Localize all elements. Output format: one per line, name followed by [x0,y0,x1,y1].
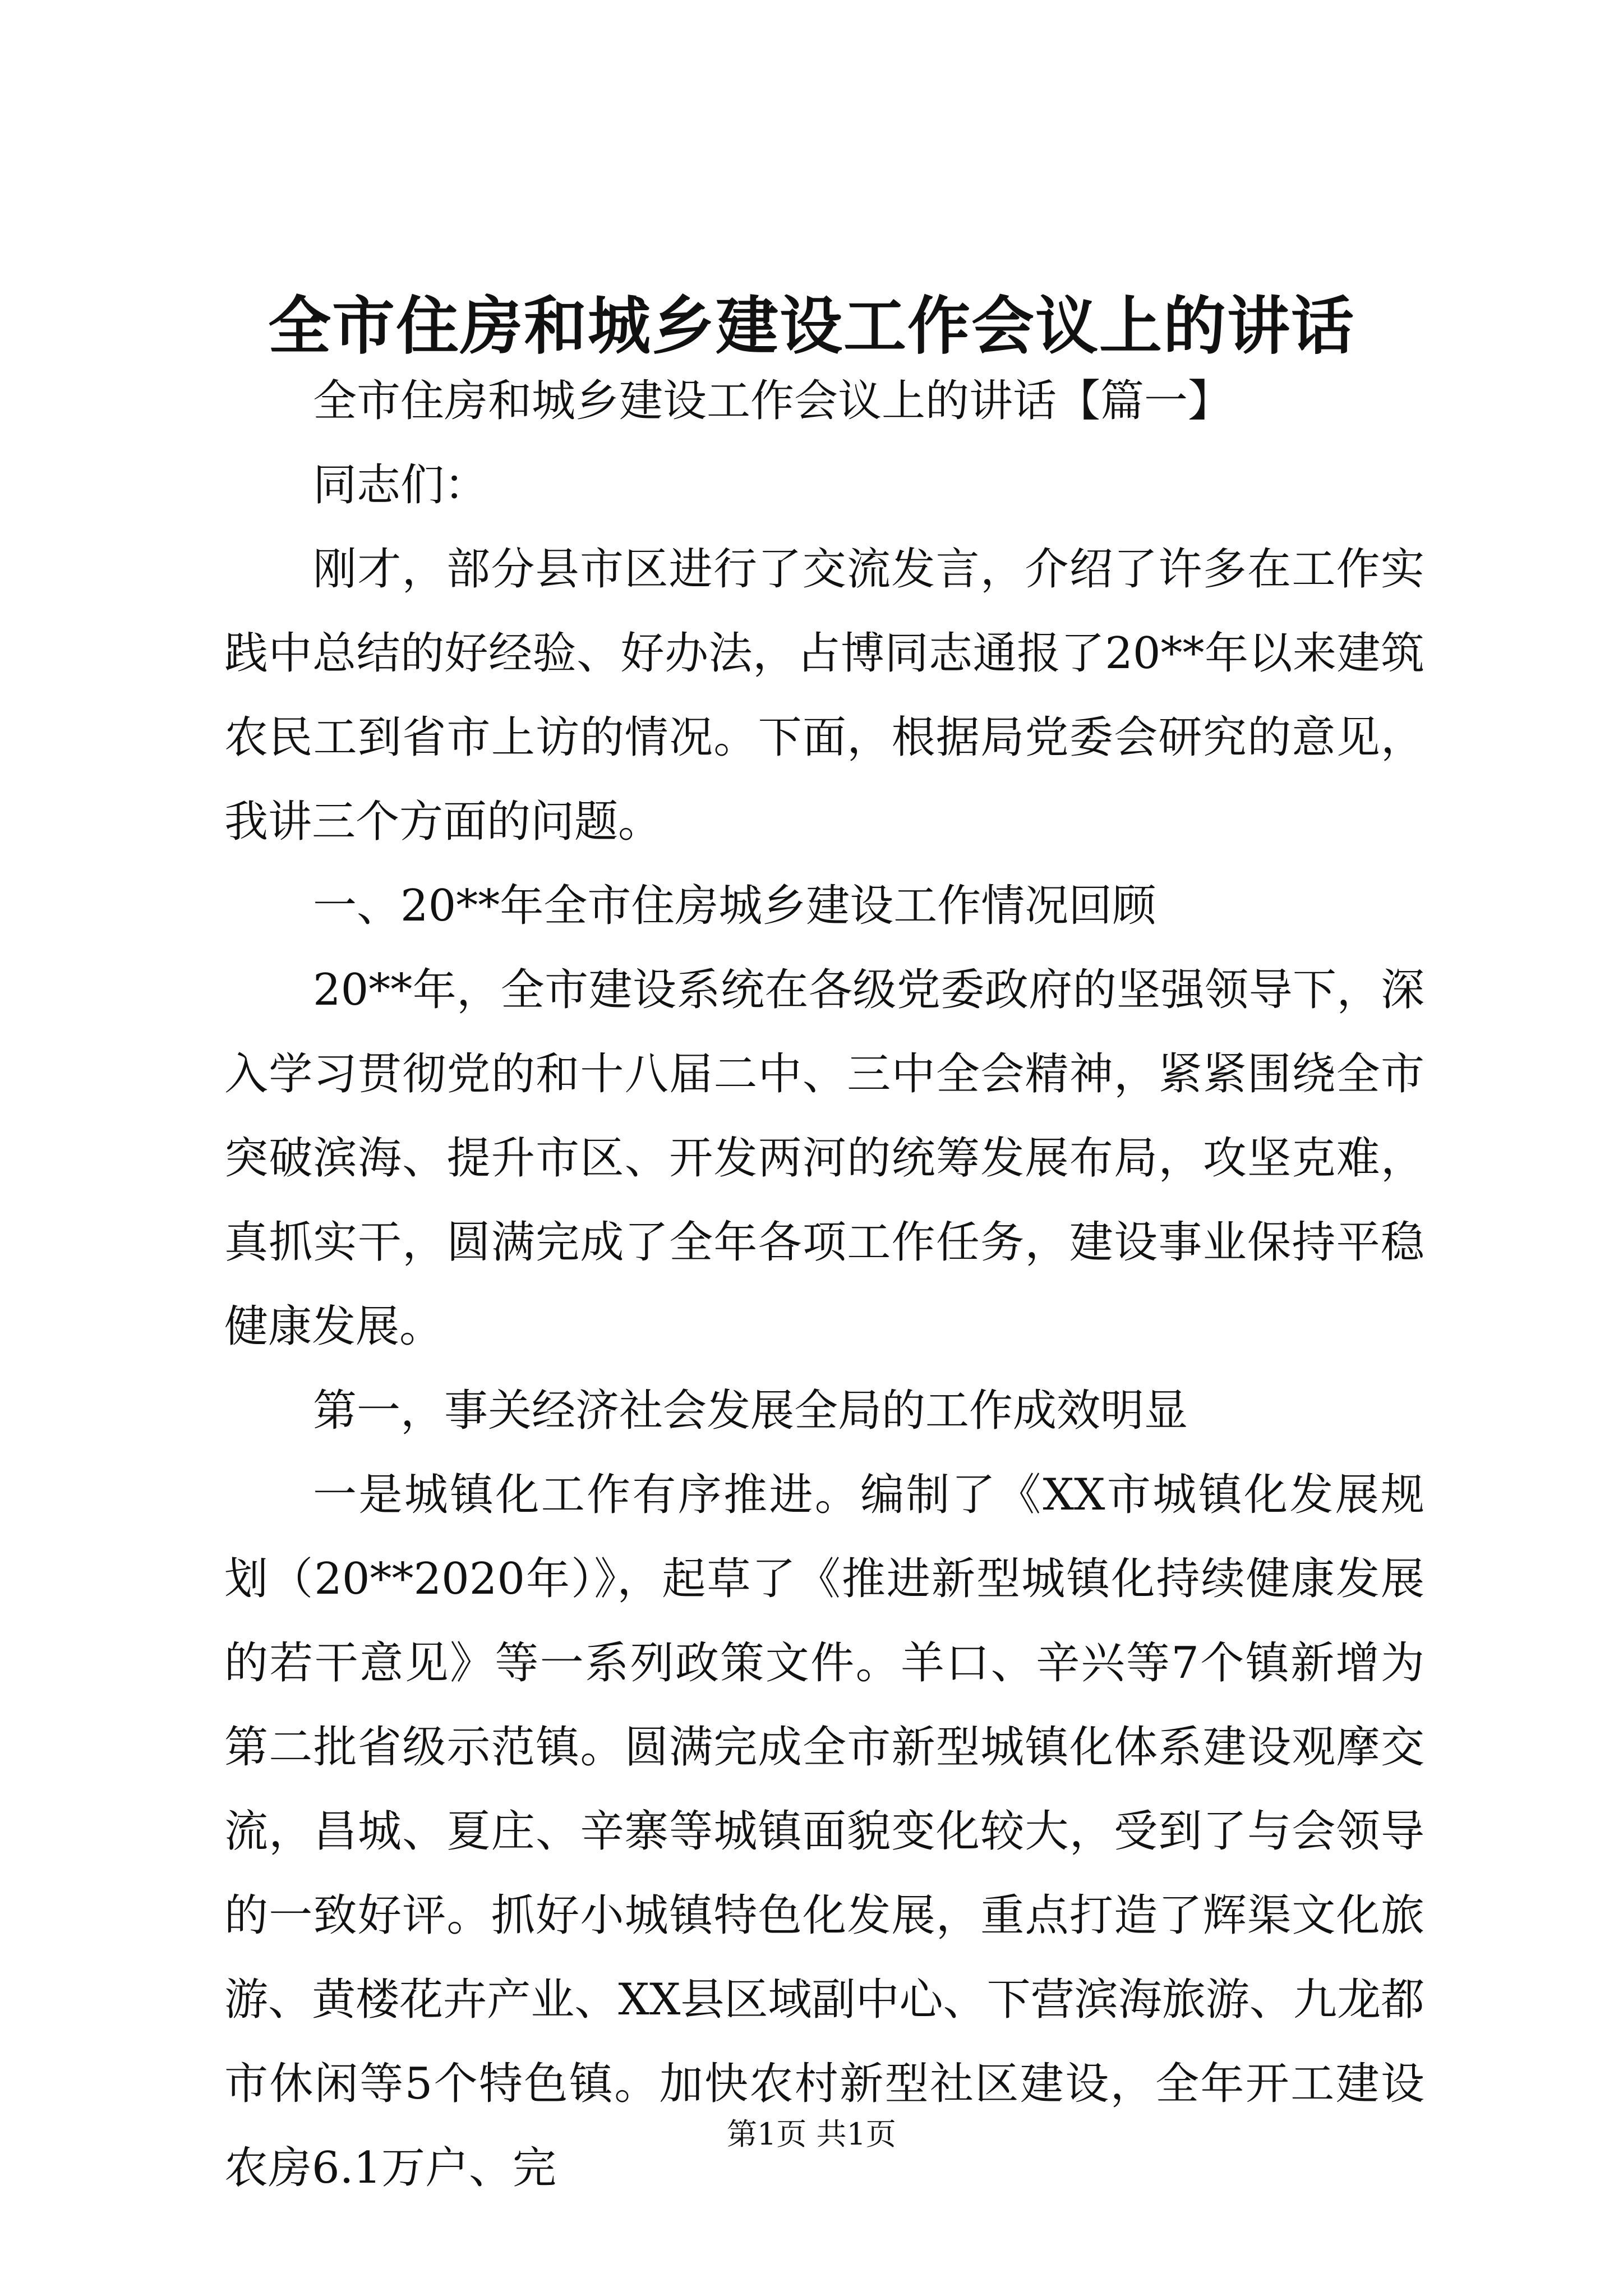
page-footer: 第1页 共1页 [727,2116,896,2152]
body-paragraph: 一是城镇化工作有序推进。编制了《XX市城镇化发展规划（20**2020年）》，起草了《推进新型城镇化持续健康发展的若干意见》等一系列政策文件。羊口、辛兴等7个镇新增为第二批省级示范镇。圆满完成全市新型城镇化体系建设观摩交流，昌城、夏庄、辛寨等城镇面貌变化较大，受到了与会领导的一致好评。抓好小城镇特色化发展，重点打造了辉渠文化旅游、黄楼花卉产业、XX县区域副中心、下营滨海旅游、九龙都市休闲等5个特色镇。加快农村新型社区建设，全年开工建设农房6.1万户、完 [224,1470,1424,2193]
section-heading: 一、20**年全市住房城乡建设工作情况回顾 [313,881,1156,931]
body-paragraph: 刚才，部分县市区进行了交流发言，介绍了许多在工作实践中总结的好经验、好办法，占博同志通报了20**年以来建筑农民工到省市上访的情况。下面，根据局党委会研究的意见，我讲三个方面的问题。 [224,544,1424,847]
body-paragraph: 20**年，全市建设系统在各级党委政府的坚强领导下，深入学习贯彻党的和十八届二中、三中全会精神，紧紧围绕全市突破滨海、提升市区、开发两河的统筹发展布局，攻坚克难，真抓实干，圆满完成了全年各项工作任务，建设事业保持平稳健康发展。 [224,965,1424,1352]
subtitle-paragraph: 全市住房和城乡建设工作会议上的讲话【篇一】 [313,376,1232,426]
section-heading: 第一，事关经济社会发展全局的工作成效明显 [313,1386,1188,1436]
salutation-paragraph: 同志们： [313,460,488,510]
document-title: 全市住房和城乡建设工作会议上的讲话 [268,289,1355,363]
document-body [224,359,1424,2210]
